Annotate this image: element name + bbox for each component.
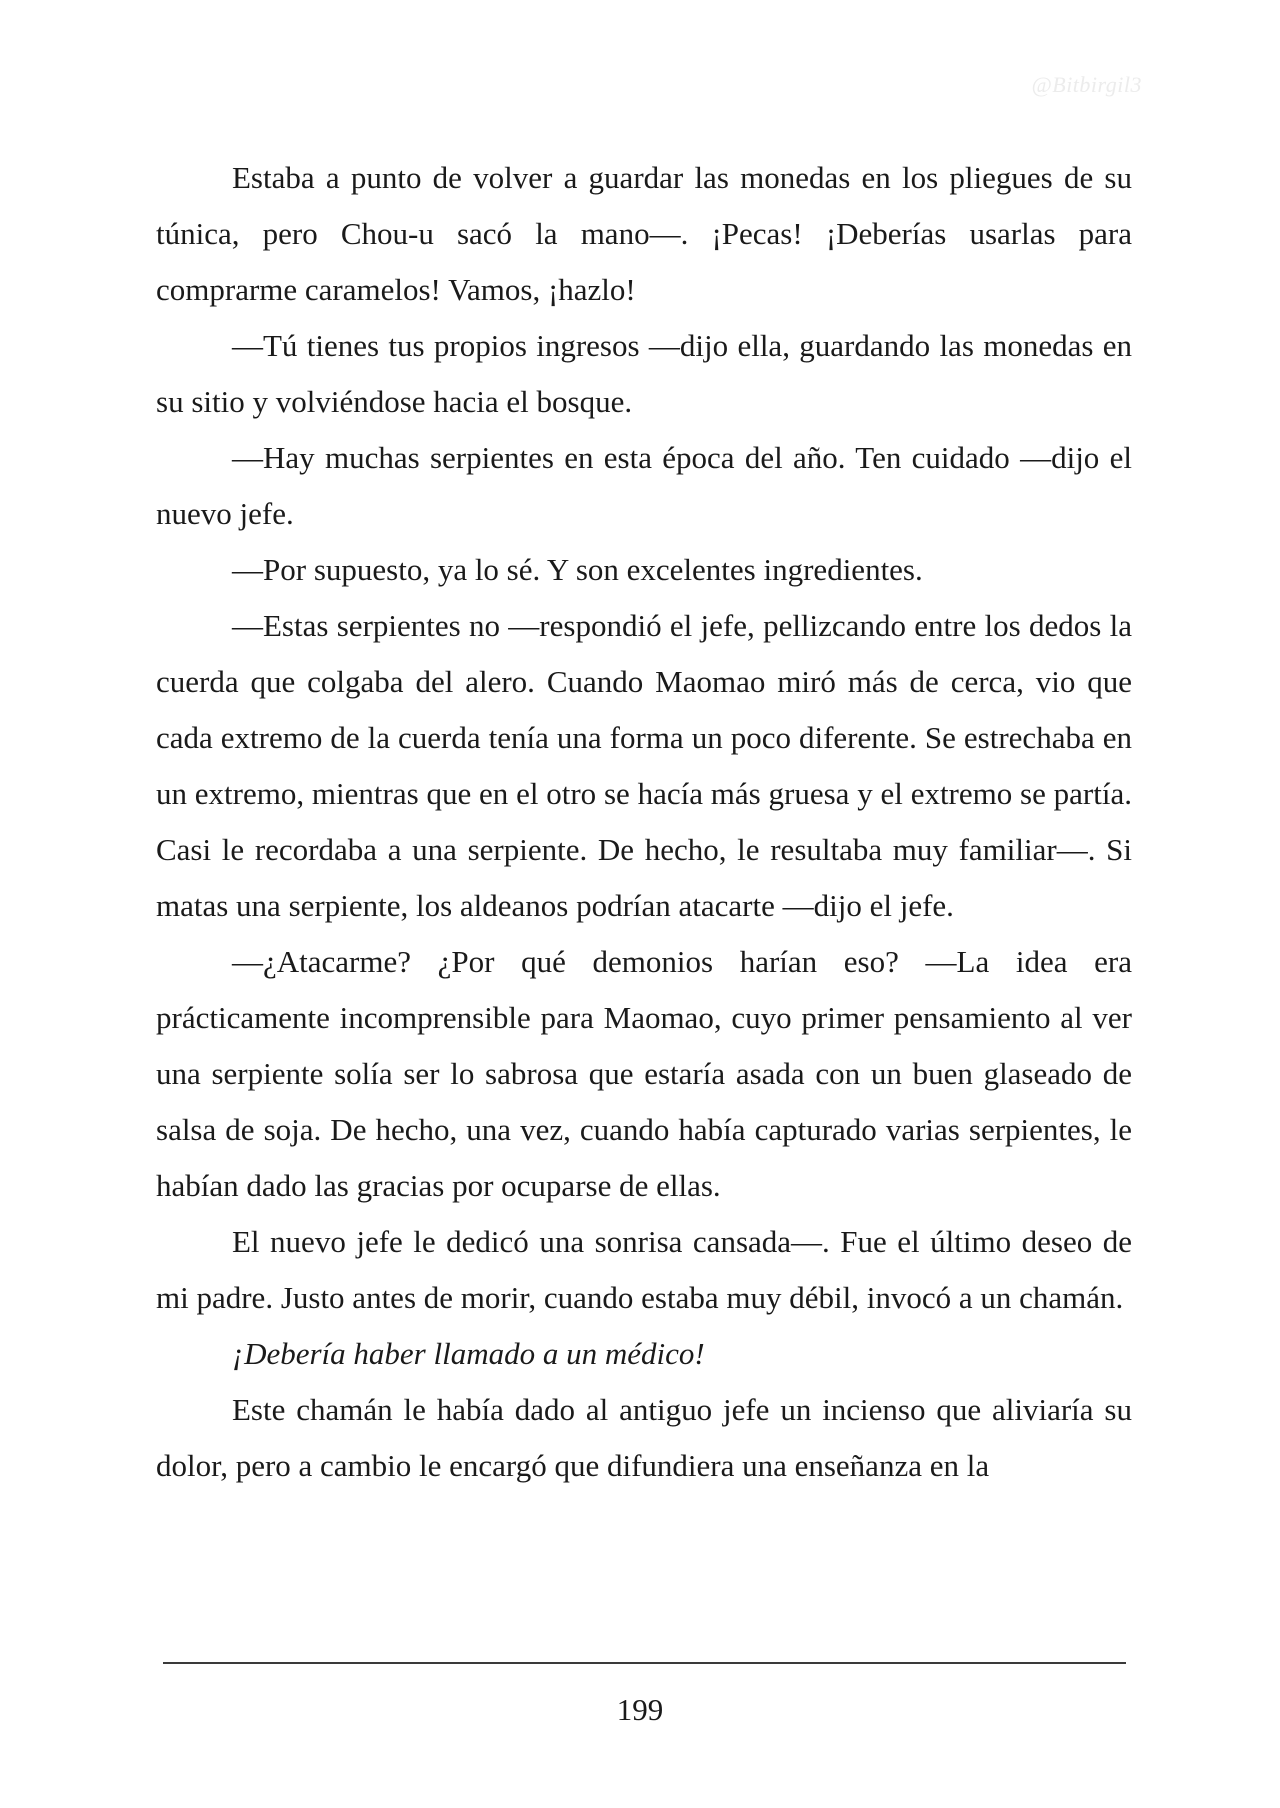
italic-thought-paragraph: ¡Debería haber llamado a un médico!	[232, 1336, 705, 1371]
paragraph: Este chamán le había dado al antiguo jefe un incienso que aliviaría su dolor, pero a cambio le encargó que difundiera una enseñanza en la	[156, 1392, 1132, 1483]
paragraph: —Estas serpientes no —respondió el jefe, pellizcando entre los dedos la cuerda que colgaba del alero. Cuando Maomao miró más de cerca, vio que cada extremo de la cuerda tenía una forma un poco diferente. Se estrechaba en un extremo, mientras que en el otro se hacía más gruesa y el extremo se partía. Casi le recordaba a una serpiente. De hecho, le resultaba muy familiar—. Si matas una serpiente, los aldeanos podrían atacarte —dijo el jefe.	[156, 608, 1132, 923]
page-body	[156, 150, 1132, 1494]
page-number: 199	[616, 1692, 664, 1727]
paragraph: Estaba a punto de volver a guardar las monedas en los pliegues de su túnica, pero Chou-u sacó la mano—. ¡Pecas! ¡Deberías usarlas para comprarme caramelos! Vamos, ¡hazlo!	[156, 160, 1132, 307]
paragraph: —Hay muchas serpientes en esta época del año. Ten cuidado —dijo el nuevo jefe.	[156, 440, 1132, 531]
paragraph: —Tú tienes tus propios ingresos —dijo ella, guardando las monedas en su sitio y volviéndose hacia el bosque.	[156, 328, 1132, 419]
watermark: @Bitbirgil3	[1031, 72, 1142, 97]
paragraph: —¿Atacarme? ¿Por qué demonios harían eso? —La idea era prácticamente incomprensible para Maomao, cuyo primer pensamiento al ver una serpiente solía ser lo sabrosa que estaría asada con un buen glaseado de salsa de soja. De hecho, una vez, cuando había capturado varias serpientes, le habían dado las gracias por ocuparse de ellas.	[156, 944, 1132, 1203]
paragraph: —Por supuesto, ya lo sé. Y son excelentes ingredientes.	[232, 552, 923, 587]
footer-rule	[163, 1662, 1126, 1664]
paragraph: El nuevo jefe le dedicó una sonrisa cansada—. Fue el último deseo de mi padre. Justo antes de morir, cuando estaba muy débil, invocó a un chamán.	[156, 1224, 1132, 1315]
